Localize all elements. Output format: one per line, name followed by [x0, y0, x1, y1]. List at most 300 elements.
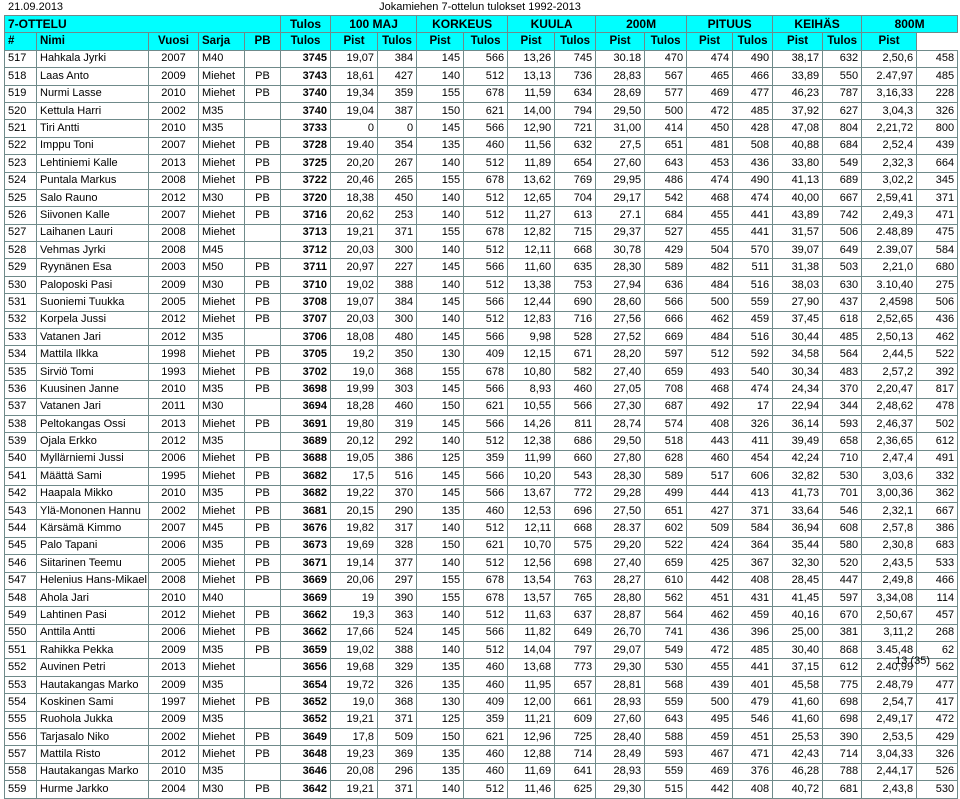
table-row: [5, 537, 958, 554]
cell-total: 3705: [281, 346, 331, 363]
table-row: [5, 468, 958, 485]
column-header: Pist: [596, 33, 645, 50]
cell-800m-points: 436: [917, 311, 958, 328]
cell-highjump-points: 512: [464, 433, 508, 450]
cell-rank: 544: [5, 520, 37, 537]
cell-total: 3671: [281, 555, 331, 572]
cell-hurdles-time: 18,08: [331, 329, 378, 346]
table-row: [5, 450, 958, 467]
cell-longjump-result: 484: [687, 329, 733, 346]
cell-800m-time: 2,49,17: [862, 711, 917, 728]
cell-highjump-result: 140: [417, 555, 464, 572]
header-row-events: [5, 16, 958, 33]
cell-highjump-result: 155: [417, 172, 464, 189]
cell-hurdles-time: 19,82: [331, 520, 378, 537]
cell-highjump-points: 566: [464, 50, 508, 67]
cell-total: 3710: [281, 276, 331, 293]
cell-javelin-result: 33,89: [773, 68, 823, 85]
cell-800m-points: 664: [917, 155, 958, 172]
table-row: [5, 433, 958, 450]
cell-800m-points: 502: [917, 415, 958, 432]
cell-pb-mark: [245, 50, 281, 67]
cell-shot-result: 10,70: [508, 537, 555, 554]
cell-year: 2010: [149, 589, 199, 606]
cell-shot-points: 773: [555, 659, 596, 676]
cell-year: 2009: [149, 711, 199, 728]
cell-highjump-points: 678: [464, 172, 508, 189]
cell-800m-time: 2,36,65: [862, 433, 917, 450]
cell-800m-points: 268: [917, 624, 958, 641]
cell-shot-result: 12,00: [508, 694, 555, 711]
cell-hurdles-time: 19,23: [331, 746, 378, 763]
cell-longjump-points: 584: [733, 520, 773, 537]
cell-highjump-result: 140: [417, 189, 464, 206]
cell-pb-mark: PB: [245, 363, 281, 380]
table-row: [5, 363, 958, 380]
cell-800m-time: 2,49,8: [862, 572, 917, 589]
cell-rank: 531: [5, 294, 37, 311]
cell-hurdles-points: 516: [378, 468, 417, 485]
cell-class: Miehet: [199, 659, 245, 676]
cell-hurdles-points: 388: [378, 276, 417, 293]
cell-shot-points: 811: [555, 415, 596, 432]
cell-800m-time: 2,21,72: [862, 120, 917, 137]
cell-hurdles-points: 369: [378, 746, 417, 763]
cell-highjump-result: 140: [417, 433, 464, 450]
cell-hurdles-points: 317: [378, 520, 417, 537]
cell-class: Miehet: [199, 502, 245, 519]
cell-800m-points: 457: [917, 607, 958, 624]
header-row-columns: [5, 33, 958, 50]
cell-longjump-result: 459: [687, 729, 733, 746]
cell-year: 2012: [149, 329, 199, 346]
cell-total: 3688: [281, 450, 331, 467]
cell-shot-points: 686: [555, 433, 596, 450]
cell-rank: 538: [5, 415, 37, 432]
cell-shot-points: 582: [555, 363, 596, 380]
column-header: Tulos: [823, 33, 862, 50]
cell-200m-points: 574: [645, 415, 687, 432]
cell-longjump-result: 451: [687, 589, 733, 606]
cell-800m-time: 2,21,0: [862, 259, 917, 276]
cell-hurdles-time: 19,80: [331, 415, 378, 432]
cell-name: Hahkala Jyrki: [37, 50, 149, 67]
cell-shot-result: 12,53: [508, 502, 555, 519]
cell-year: 2009: [149, 642, 199, 659]
cell-year: 2007: [149, 137, 199, 154]
cell-name: Määttä Sami: [37, 468, 149, 485]
cell-rank: 559: [5, 781, 37, 798]
table-row: [5, 694, 958, 711]
cell-javelin-points: 632: [823, 50, 862, 67]
cell-total: 3743: [281, 68, 331, 85]
table-row: [5, 485, 958, 502]
cell-shot-result: 13,68: [508, 659, 555, 676]
cell-shot-points: 698: [555, 555, 596, 572]
cell-200m-time: 28,93: [596, 694, 645, 711]
cell-javelin-result: 39,49: [773, 433, 823, 450]
cell-javelin-result: 47,08: [773, 120, 823, 137]
cell-total: 3656: [281, 659, 331, 676]
table-body: [5, 50, 958, 798]
cell-shot-points: 654: [555, 155, 596, 172]
cell-800m-time: 2,43,8: [862, 781, 917, 798]
cell-highjump-points: 460: [464, 659, 508, 676]
cell-shot-points: 745: [555, 50, 596, 67]
cell-year: 2013: [149, 415, 199, 432]
cell-pb-mark: PB: [245, 259, 281, 276]
cell-javelin-points: 608: [823, 520, 862, 537]
cell-class: M30: [199, 189, 245, 206]
cell-shot-points: 528: [555, 329, 596, 346]
cell-highjump-points: 566: [464, 329, 508, 346]
cell-200m-points: 530: [645, 659, 687, 676]
cell-800m-time: 2,47,4: [862, 450, 917, 467]
cell-class: Miehet: [199, 68, 245, 85]
cell-pb-mark: PB: [245, 537, 281, 554]
cell-shot-points: 794: [555, 102, 596, 119]
table-row: [5, 555, 958, 572]
cell-longjump-points: 540: [733, 363, 773, 380]
cell-highjump-points: 621: [464, 102, 508, 119]
cell-class: Miehet: [199, 694, 245, 711]
cell-rank: 542: [5, 485, 37, 502]
cell-800m-time: 2,50,67: [862, 607, 917, 624]
cell-rank: 540: [5, 450, 37, 467]
cell-800m-time: 2,32,1: [862, 502, 917, 519]
cell-200m-points: 666: [645, 311, 687, 328]
cell-longjump-result: 425: [687, 555, 733, 572]
cell-year: 2012: [149, 311, 199, 328]
cell-pb-mark: PB: [245, 415, 281, 432]
cell-800m-points: 522: [917, 346, 958, 363]
cell-shot-result: 11,89: [508, 155, 555, 172]
cell-class: M35: [199, 102, 245, 119]
cell-hurdles-time: 19,72: [331, 676, 378, 693]
cell-800m-points: 475: [917, 224, 958, 241]
cell-highjump-result: 155: [417, 589, 464, 606]
cell-200m-points: 567: [645, 68, 687, 85]
cell-year: 2004: [149, 781, 199, 798]
cell-class: Miehet: [199, 294, 245, 311]
cell-800m-points: 683: [917, 537, 958, 554]
cell-800m-points: 462: [917, 329, 958, 346]
cell-highjump-points: 678: [464, 363, 508, 380]
cell-name: Kettula Harri: [37, 102, 149, 119]
cell-pb-mark: PB: [245, 450, 281, 467]
cell-longjump-result: 474: [687, 50, 733, 67]
table-row: [5, 242, 958, 259]
cell-shot-points: 772: [555, 485, 596, 502]
cell-200m-time: 29,30: [596, 781, 645, 798]
cell-javelin-points: 612: [823, 659, 862, 676]
cell-javelin-points: 564: [823, 346, 862, 363]
cell-class: M35: [199, 537, 245, 554]
cell-highjump-points: 566: [464, 294, 508, 311]
cell-class: M30: [199, 781, 245, 798]
cell-rank: 517: [5, 50, 37, 67]
cell-javelin-result: 30,40: [773, 642, 823, 659]
cell-200m-time: 28,74: [596, 415, 645, 432]
cell-highjump-result: 140: [417, 520, 464, 537]
cell-hurdles-points: 300: [378, 311, 417, 328]
cell-longjump-points: 466: [733, 68, 773, 85]
cell-hurdles-time: 18,28: [331, 398, 378, 415]
cell-hurdles-points: 377: [378, 555, 417, 572]
cell-pb-mark: PB: [245, 781, 281, 798]
cell-shot-points: 657: [555, 676, 596, 693]
cell-total: 3713: [281, 224, 331, 241]
cell-highjump-result: 155: [417, 224, 464, 241]
cell-800m-time: 2,59,41: [862, 189, 917, 206]
cell-class: Miehet: [199, 363, 245, 380]
cell-800m-time: 2,48,62: [862, 398, 917, 415]
cell-highjump-points: 678: [464, 572, 508, 589]
cell-800m-points: 417: [917, 694, 958, 711]
cell-800m-time: 2.40,99: [862, 659, 917, 676]
cell-rank: 534: [5, 346, 37, 363]
cell-pb-mark: PB: [245, 381, 281, 398]
document-header: [0, 0, 960, 15]
cell-name: Korpela Jussi: [37, 311, 149, 328]
cell-longjump-result: 469: [687, 763, 733, 780]
cell-200m-time: 27,94: [596, 276, 645, 293]
cell-shot-points: 753: [555, 276, 596, 293]
cell-200m-time: 29,50: [596, 433, 645, 450]
cell-hurdles-points: 292: [378, 433, 417, 450]
cell-longjump-points: 485: [733, 642, 773, 659]
cell-shot-points: 765: [555, 589, 596, 606]
cell-800m-points: 680: [917, 259, 958, 276]
cell-rank: 555: [5, 711, 37, 728]
cell-javelin-points: 788: [823, 763, 862, 780]
cell-pb-mark: [245, 224, 281, 241]
cell-name: Tarjasalo Niko: [37, 729, 149, 746]
cell-pb-mark: PB: [245, 502, 281, 519]
cell-800m-points: 562: [917, 659, 958, 676]
cell-javelin-result: 41,45: [773, 589, 823, 606]
table-row: [5, 711, 958, 728]
cell-total: 3649: [281, 729, 331, 746]
cell-javelin-points: 483: [823, 363, 862, 380]
cell-class: Miehet: [199, 450, 245, 467]
cell-longjump-points: 408: [733, 781, 773, 798]
cell-year: 2008: [149, 242, 199, 259]
cell-year: 2007: [149, 520, 199, 537]
table-row: [5, 763, 958, 780]
cell-shot-result: 11,46: [508, 781, 555, 798]
cell-hurdles-points: 329: [378, 659, 417, 676]
cell-longjump-result: 444: [687, 485, 733, 502]
cell-200m-time: 29,50: [596, 102, 645, 119]
cell-name: Suoniemi Tuukka: [37, 294, 149, 311]
cell-class: M30: [199, 398, 245, 415]
cell-hurdles-time: 19,0: [331, 694, 378, 711]
table-row: [5, 624, 958, 641]
cell-highjump-result: 135: [417, 659, 464, 676]
cell-total: 3669: [281, 589, 331, 606]
cell-shot-points: 671: [555, 346, 596, 363]
cell-javelin-points: 506: [823, 224, 862, 241]
cell-pb-mark: PB: [245, 155, 281, 172]
cell-pb-mark: PB: [245, 346, 281, 363]
cell-rank: 551: [5, 642, 37, 659]
cell-rank: 537: [5, 398, 37, 415]
cell-year: 2006: [149, 537, 199, 554]
cell-200m-time: 28,27: [596, 572, 645, 589]
cell-pb-mark: PB: [245, 746, 281, 763]
cell-longjump-points: 459: [733, 311, 773, 328]
cell-shot-result: 12,65: [508, 189, 555, 206]
cell-rank: 539: [5, 433, 37, 450]
cell-longjump-points: 436: [733, 155, 773, 172]
cell-highjump-points: 512: [464, 155, 508, 172]
cell-highjump-points: 409: [464, 346, 508, 363]
cell-year: 2012: [149, 433, 199, 450]
cell-200m-time: 27,60: [596, 711, 645, 728]
cell-shot-result: 13,62: [508, 172, 555, 189]
table-row: [5, 276, 958, 293]
cell-highjump-points: 678: [464, 589, 508, 606]
cell-name: Rahikka Pekka: [37, 642, 149, 659]
cell-200m-time: 28,69: [596, 85, 645, 102]
cell-200m-points: 741: [645, 624, 687, 641]
cell-hurdles-points: 386: [378, 450, 417, 467]
cell-highjump-result: 145: [417, 485, 464, 502]
cell-longjump-result: 462: [687, 607, 733, 624]
cell-800m-time: 2,4598: [862, 294, 917, 311]
cell-javelin-points: 437: [823, 294, 862, 311]
cell-800m-points: 485: [917, 68, 958, 85]
cell-200m-time: 28,80: [596, 589, 645, 606]
cell-rank: 546: [5, 555, 37, 572]
cell-name: Hautakangas Marko: [37, 676, 149, 693]
cell-name: Mattila Risto: [37, 746, 149, 763]
cell-hurdles-time: 19,99: [331, 381, 378, 398]
cell-total: 3722: [281, 172, 331, 189]
cell-javelin-points: 549: [823, 155, 862, 172]
cell-shot-points: 641: [555, 763, 596, 780]
table-row: [5, 781, 958, 798]
cell-longjump-result: 468: [687, 381, 733, 398]
column-header: Tulos: [464, 33, 508, 50]
cell-class: Miehet: [199, 155, 245, 172]
cell-highjump-points: 512: [464, 607, 508, 624]
cell-javelin-points: 597: [823, 589, 862, 606]
cell-highjump-points: 460: [464, 763, 508, 780]
cell-200m-points: 651: [645, 502, 687, 519]
cell-javelin-points: 742: [823, 207, 862, 224]
cell-javelin-points: 550: [823, 68, 862, 85]
cell-javelin-points: 684: [823, 137, 862, 154]
cell-rank: 526: [5, 207, 37, 224]
cell-200m-time: 27,56: [596, 311, 645, 328]
cell-longjump-points: 485: [733, 102, 773, 119]
cell-800m-points: 332: [917, 468, 958, 485]
cell-800m-points: 326: [917, 746, 958, 763]
cell-shot-points: 690: [555, 294, 596, 311]
cell-shot-points: 736: [555, 68, 596, 85]
cell-800m-points: 612: [917, 433, 958, 450]
cell-javelin-result: 40,00: [773, 189, 823, 206]
cell-year: 2005: [149, 294, 199, 311]
cell-longjump-points: 546: [733, 711, 773, 728]
cell-highjump-points: 566: [464, 381, 508, 398]
cell-javelin-points: 503: [823, 259, 862, 276]
cell-total: 3740: [281, 85, 331, 102]
cell-rank: 541: [5, 468, 37, 485]
cell-800m-points: 362: [917, 485, 958, 502]
cell-name: Vatanen Jari: [37, 329, 149, 346]
cell-total: 3642: [281, 781, 331, 798]
cell-longjump-result: 492: [687, 398, 733, 415]
cell-hurdles-points: 388: [378, 642, 417, 659]
cell-200m-time: 26,70: [596, 624, 645, 641]
cell-pb-mark: PB: [245, 311, 281, 328]
cell-shot-result: 9,98: [508, 329, 555, 346]
cell-year: 2012: [149, 746, 199, 763]
cell-rank: 533: [5, 329, 37, 346]
cell-800m-points: 458: [917, 50, 958, 67]
cell-longjump-points: 411: [733, 433, 773, 450]
cell-shot-points: 632: [555, 137, 596, 154]
cell-longjump-result: 455: [687, 207, 733, 224]
cell-name: Salo Rauno: [37, 189, 149, 206]
cell-rank: 547: [5, 572, 37, 589]
cell-longjump-points: 459: [733, 607, 773, 624]
cell-hurdles-time: 19,22: [331, 485, 378, 502]
cell-javelin-points: 701: [823, 485, 862, 502]
cell-pb-mark: [245, 329, 281, 346]
cell-rank: 520: [5, 102, 37, 119]
cell-200m-points: 486: [645, 172, 687, 189]
cell-javelin-points: 447: [823, 572, 862, 589]
cell-highjump-result: 145: [417, 624, 464, 641]
cell-shot-result: 11,69: [508, 763, 555, 780]
cell-year: 2011: [149, 398, 199, 415]
cell-200m-points: 659: [645, 555, 687, 572]
cell-shot-result: 12,11: [508, 242, 555, 259]
cell-200m-points: 628: [645, 450, 687, 467]
cell-longjump-result: 439: [687, 676, 733, 693]
cell-longjump-result: 468: [687, 189, 733, 206]
cell-rank: 549: [5, 607, 37, 624]
cell-longjump-result: 467: [687, 746, 733, 763]
column-header: Pist: [773, 33, 823, 50]
cell-total: 3646: [281, 763, 331, 780]
cell-total: 3652: [281, 694, 331, 711]
cell-pb-mark: PB: [245, 85, 281, 102]
cell-hurdles-points: 296: [378, 763, 417, 780]
cell-200m-time: 27.1: [596, 207, 645, 224]
cell-shot-result: 12,11: [508, 520, 555, 537]
cell-class: M35: [199, 120, 245, 137]
cell-year: 2012: [149, 189, 199, 206]
cell-name: Koskinen Sami: [37, 694, 149, 711]
cell-200m-time: 28,49: [596, 746, 645, 763]
cell-hurdles-points: 524: [378, 624, 417, 641]
cell-javelin-result: 25,00: [773, 624, 823, 641]
cell-total: 3652: [281, 711, 331, 728]
cell-total: 3720: [281, 189, 331, 206]
cell-javelin-result: 36,14: [773, 415, 823, 432]
cell-hurdles-points: 427: [378, 68, 417, 85]
cell-javelin-points: 520: [823, 555, 862, 572]
cell-hurdles-time: 19,21: [331, 224, 378, 241]
cell-rank: 536: [5, 381, 37, 398]
cell-class: M45: [199, 242, 245, 259]
cell-rank: 552: [5, 659, 37, 676]
